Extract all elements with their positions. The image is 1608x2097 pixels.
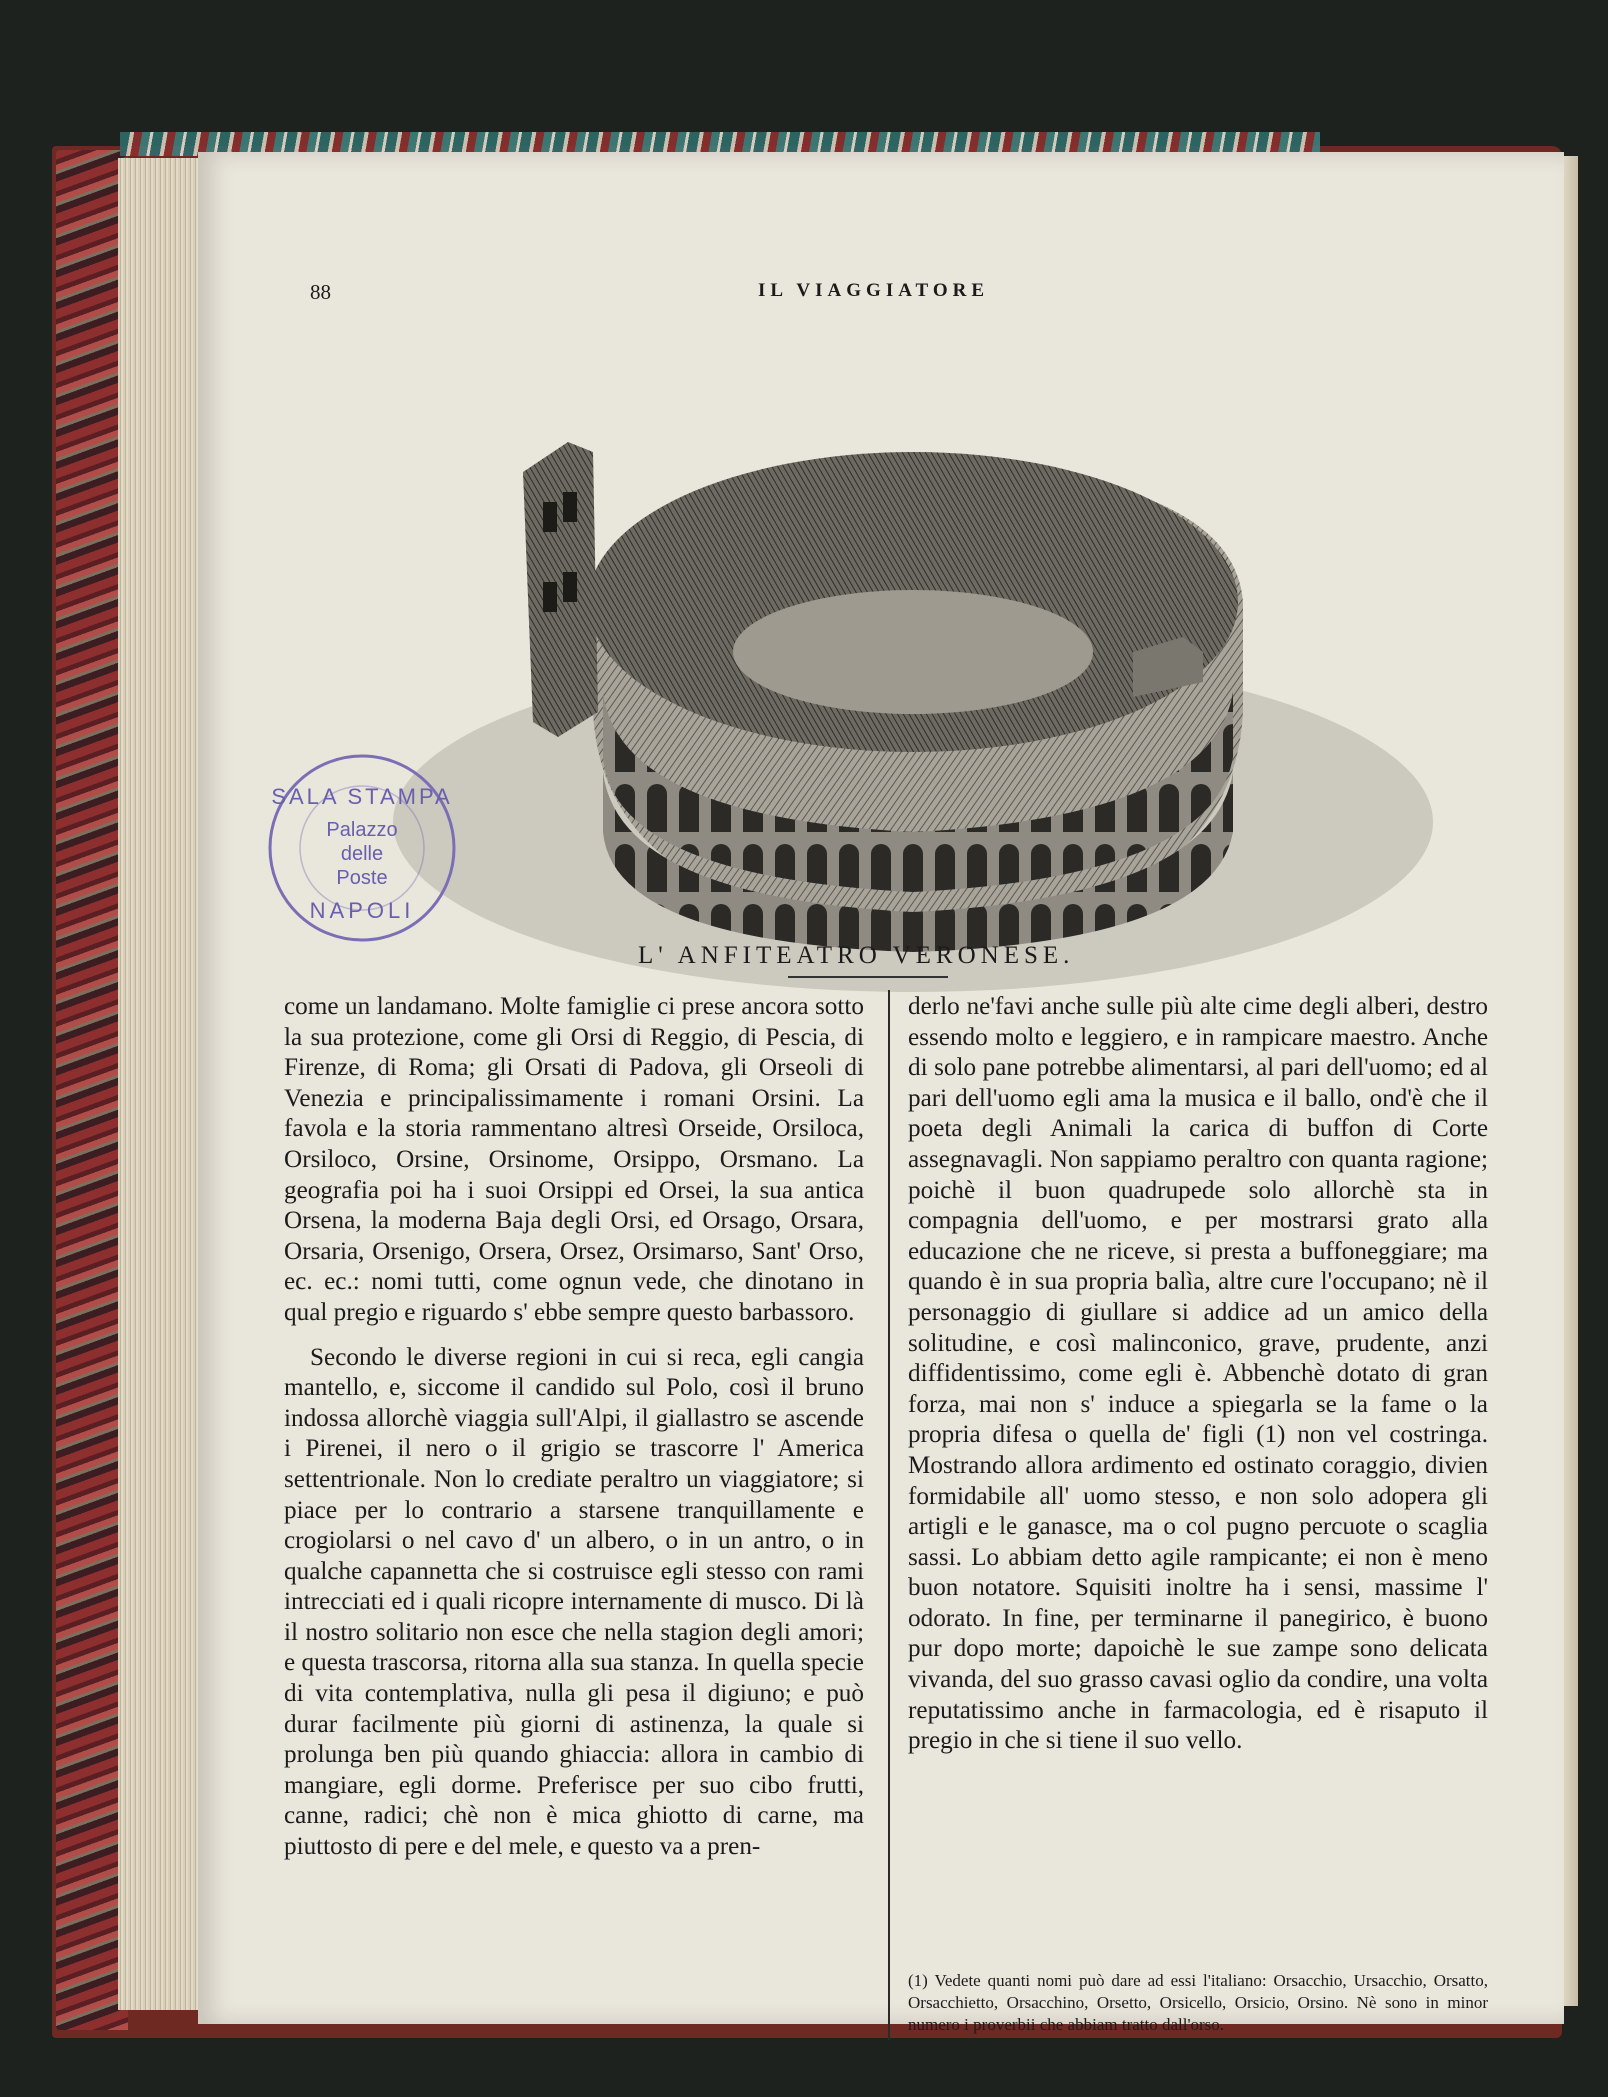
text-column-right (908, 992, 1488, 1771)
library-stamp (262, 748, 462, 948)
illustration-caption: L' ANFITEATRO VERONESE. (638, 942, 1075, 969)
paragraph: derlo ne'favi anche sulle più alte cime degli alberi, destro essendo molto e leggiero, e in rampicare maestro. Anche di solo pane potrebbe alimentarsi, al pari dell'uomo; ed al pari dell'uomo egli ama la musica e il ballo, ond'è che il poeta degli Animali la carica di buffon di Corte assegnavagli. Non sappiamo peraltro con quanta ragione; poichè il buon quadrupede solo allorchè sta in compagnia dell'uomo, e per mostrarsi grato alla educazione che ne riceve, si presta a buffoneggiare; ma quando è in sua propria balìa, altre cure l'occupano; nè il personaggio di giullare si addice ad un amico della solitudine, e così malinconico, grave, prudente, anzi diffidentissimo, come egli è. Abbenchè dotato di gran forza, mai non s' induce a spiegarla se la fame o la propria difesa o quella de' figli (1) non vel costringa. Mostrando allora ardimento ed ostinato coraggio, divien formidabile all' uomo stesso, e non solo adopera gli artigli e le ganasce, ma o col pugno percuote o scaglia sassi. Lo abbiam detto agile rampicante; ei non è meno buon notatore. Squisiti inoltre ha i sensi, massime l' odorato. In fine, per terminarne il panegirico, è buono pur dopo morte; dapoichè le sue zampe sono delicata vivanda, del suo grasso cavasi oglio da condire, una volta reputatissimo anche in farmacologia, ed è risaputo il pregio in che si tiene il suo vello. (908, 993, 1488, 1755)
stamp-line4: Poste (336, 867, 388, 889)
stamp-line1: SALA STAMPA (271, 784, 453, 809)
paragraph: come un landamano. Molte famiglie ci prese ancora sotto la sua protezione, come gli Orsi di Reggio, di Pescia, di Firenze, di Roma; gli Orsati di Padova, gli Orseoli di Venezia e principalissimamente i romani Orsini. La favola e la storia rammentano altresì Orseide, Orsiloca, Orsiloco, Orsine, Orsinome, Orsippo, Orsmano. La geografia poi ha i suoi Orsippi ed Orsei, la sua antica Orsena, la moderna Baja degli Orsi, ed Orsago, Orsara, Orsaria, Orsenigo, Orsera, Orsez, Orsimarso, Sant' Orso, ec. ec.: nomi tutti, come ognun vede, che dinotano in qual pregio e riguardo s' ebbe sempre questo barbassoro. (284, 993, 864, 1326)
book-page (198, 152, 1564, 2034)
footnote: (1) Vedete quanti nomi può dare ad essi l'italiano: Orsacchio, Ursacchio, Orsatto, Orsacchietto, Orsacchino, Orsetto, Orsicello, Orsicio, Orsino. Nè sono in minor numero i proverbii che abbiam tratto dall'orso. (908, 1971, 1488, 2034)
paragraph: Secondo le diverse regioni in cui si reca, egli cangia mantello, e, siccome il candido sul Polo, così il bruno indossa allorchè viaggia sull'Alpi, il giallastro se ascende i Pirenei, il nero o il grigio se trascorre l' America settentrionale. Non lo crediate peraltro un viaggiatore; si piace per lo contrario a starsene tranquillamente e crogiolarsi o nel cavo d' un albero, o in un antro, o in qualche capannetta che si costruisce egli stesso con rami intrecciati ed i quali ricopre internamente di musco. Di là il nostro solitario non esce che nella stagion degli amori; e questa trascorsa, ritorna alla sua stanza. In quella specie di vita contemplativa, nulla gli pesa il digiuno; e può durar facilmente più giorni di astinenza, la quale si prolunga ben più quando ghiaccia: allora in cambio di mangiare, egli dorme. Preferisce per suo cibo frutti, canne, radici; chè non è mica ghiotto di carne, ma piuttosto di pere e del mele, e questo va a pren- (284, 1343, 864, 1861)
running-title: IL VIAGGIATORE (758, 280, 990, 301)
stamp-line5: NAPOLI (309, 898, 415, 923)
page-block-edge (118, 158, 200, 2010)
stamp-line3: delle (340, 843, 384, 865)
column-divider (888, 990, 890, 2040)
amphitheatre-engraving (353, 352, 1453, 1082)
caption-rule (788, 976, 948, 978)
stamp-line2: Palazzo (326, 819, 398, 841)
text-column-left (284, 992, 864, 1877)
page-number: 88 (310, 280, 331, 304)
